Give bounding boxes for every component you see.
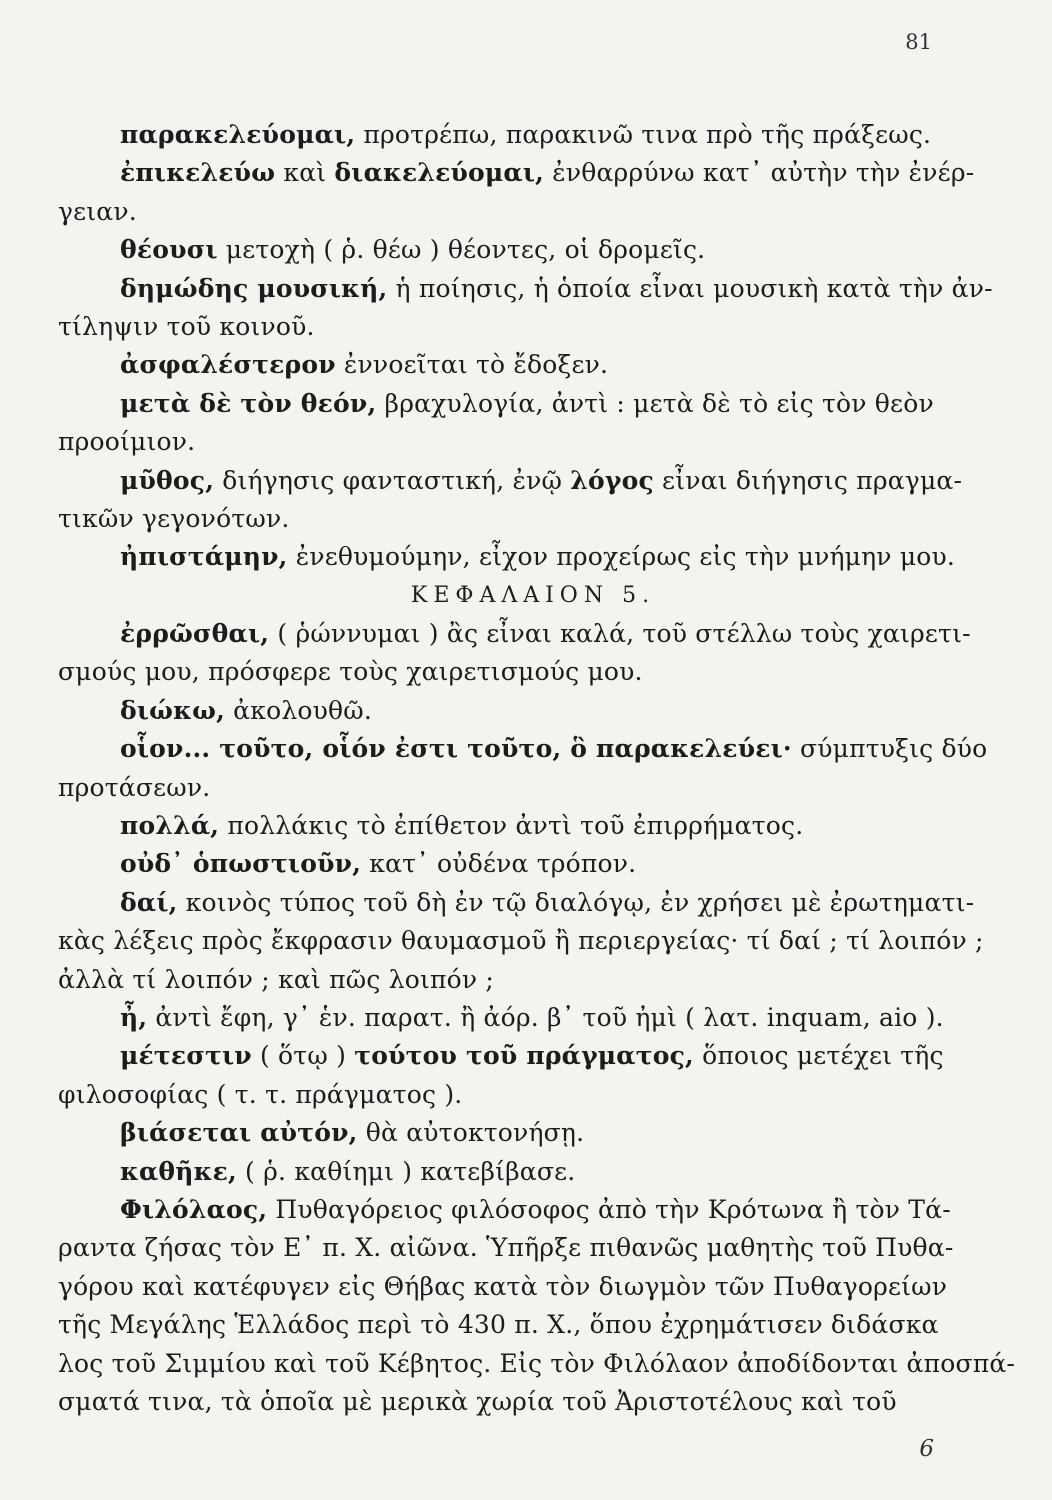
gloss-text: γόρου καὶ κατέφυγεν εἰς Θήβας κατὰ τὸν διωγμὸν τῶν Πυθαγορείων — [58, 1271, 948, 1301]
text-line — [58, 1191, 951, 1229]
text-line — [58, 615, 971, 653]
signature-mark: 6 — [919, 1436, 934, 1462]
text-line — [58, 346, 948, 384]
gloss-text: γειαν. — [58, 196, 137, 226]
text-line — [58, 385, 948, 423]
text-line — [58, 500, 948, 538]
lemma-term: ἐπικελεύω — [120, 158, 276, 188]
gloss-text: ( ῥ. καθίημι ) κατεβίβασε. — [236, 1156, 576, 1186]
text-line — [58, 1268, 948, 1306]
lemma-term: θέουσι — [120, 235, 218, 265]
gloss-text: ( ῥώννυμαι ) ἂς εἶναι καλά, τοῦ στέλλω τοὺς χαιρετι- — [269, 619, 971, 649]
lemma-term: βιάσεται αὐτόν, — [120, 1118, 358, 1148]
lemma-term: δαί, — [120, 887, 178, 917]
lemma-term: διακελεύομαι, — [334, 158, 545, 188]
gloss-text: ( ὅτῳ ) — [251, 1041, 355, 1071]
lemma-term: πολλά, — [120, 811, 220, 841]
gloss-text: καὶ — [275, 158, 335, 188]
lemma-term: δημώδης μουσική, — [120, 273, 388, 303]
gloss-text: σματά τινα, τὰ ὁποῖα μὲ μερικὰ χωρία τοῦ Ἀριστοτέλους καὶ τοῦ — [58, 1386, 897, 1416]
gloss-text: ἀκολουθῶ. — [225, 695, 373, 725]
lemma-term: μετὰ δὲ τὸν θεόν, — [120, 388, 377, 418]
text-line — [58, 999, 948, 1037]
gloss-text: προοίμιον. — [58, 427, 196, 457]
gloss-text: ἡ ποίησις, ἡ ὁποία εἶναι μουσικὴ κατὰ τὴν ἀν- — [387, 273, 993, 303]
lemma-term: καθῆκε, — [120, 1156, 237, 1186]
gloss-text: θὰ αὐτοκτονήσῃ. — [357, 1118, 585, 1148]
gloss-text: ραντα ζήσας τὸν Ε᾽ π. Χ. αἰῶνα. Ὑπῆρξε πιθανῶς μαθητὴς τοῦ Πυθα- — [58, 1233, 954, 1263]
gloss-text: διήγησις φανταστική, ἐνῷ — [214, 465, 571, 495]
text-line — [58, 961, 948, 999]
text-line — [58, 231, 948, 269]
text-line — [58, 154, 975, 192]
lemma-term: οὐδ᾽ ὁπωστιοῦν, — [120, 849, 362, 879]
gloss-text: τῆς Μεγάλης Ἑλλάδος περὶ τὸ 430 π. Χ., ὅπου ἐχρημάτισεν διδάσκα — [58, 1310, 939, 1340]
gloss-text: προτρέπω, παρακινῶ τινα πρὸ τῆς πράξεως. — [355, 120, 932, 149]
chapter-heading — [58, 577, 948, 615]
gloss-text: ΚΕΦΑΛΑΙΟΝ 5. — [410, 582, 656, 608]
gloss-text: ἀλλὰ τί λοιπόν ; καὶ πῶς λοιπόν ; — [58, 964, 495, 994]
gloss-text: τίληψιν τοῦ κοινοῦ. — [58, 311, 315, 341]
gloss-text: σμούς μου, πρόσφερε τοὺς χαιρετισμούς μου. — [58, 657, 643, 687]
text-line — [58, 308, 948, 346]
gloss-text: φιλοσοφίας ( τ. τ. πράγματος ). — [58, 1079, 463, 1109]
lemma-term: οἷον... τοῦτο, οἷόν ἐστι τοῦτο, ὃ παρακελεύει· — [120, 734, 792, 764]
lemma-term: διώκω, — [120, 695, 226, 725]
text-line — [58, 769, 948, 807]
lemma-term: λόγος — [570, 465, 654, 495]
page-number: 81 — [905, 30, 932, 54]
text-line — [58, 922, 984, 960]
gloss-text: ἐνεθυμούμην, εἶχον προχείρως εἰς τὴν μνήμην μου. — [287, 542, 956, 572]
text-line — [58, 653, 948, 691]
gloss-text: μετοχὴ ( ῥ. θέω ) θέοντες, οἱ δρομεῖς. — [217, 235, 706, 265]
text-line — [58, 884, 975, 922]
lemma-term: τούτου τοῦ πράγματος, — [354, 1041, 694, 1071]
lemma-term: ἐρρῶσθαι, — [120, 619, 270, 649]
gloss-text: σύμπτυξις δύο — [791, 734, 988, 764]
text-line — [58, 807, 948, 845]
text-line — [58, 1153, 948, 1191]
lemma-term: ἦ, — [120, 1002, 148, 1032]
gloss-text: τικῶν γεγονότων. — [58, 503, 290, 533]
gloss-text: προτάσεων. — [58, 772, 211, 802]
text-line — [58, 1345, 1016, 1383]
gloss-text: ἀντὶ ἔφη, γ᾽ ἑν. παρατ. ἢ ἀόρ. β᾽ τοῦ ἠμὶ ( λατ. inquam, aio ). — [147, 1002, 944, 1032]
text-line — [58, 692, 948, 730]
text-line — [58, 1114, 948, 1152]
gloss-text: εἶναι διήγησις πραγμα- — [653, 465, 963, 495]
gloss-text: πολλάκις τὸ ἐπίθετον ἀντὶ τοῦ ἐπιρρήματος. — [219, 811, 804, 841]
gloss-text: ὅποιος μετέχει τῆς — [693, 1041, 944, 1071]
text-line — [58, 538, 956, 576]
text-line — [58, 1037, 948, 1075]
text-line — [58, 730, 988, 768]
text-line — [58, 423, 948, 461]
lemma-term: ἠπιστάμην, — [120, 542, 288, 572]
gloss-text: λος τοῦ Σιμμίου καὶ τοῦ Κέβητος. Εἰς τὸν Φιλόλαον ἀποδίδονται ἀποσπά- — [58, 1348, 1016, 1378]
text-line — [58, 270, 993, 308]
gloss-text: κοινὸς τύπος τοῦ δὴ ἐν τῷ διαλόγῳ, ἐν χρήσει μὲ ἐρωτηματι- — [177, 887, 975, 917]
gloss-text: κὰς λέξεις πρὸς ἔκφρασιν θαυμασμοῦ ἢ περιεργείας· τί δαί ; τί λοιπόν ; — [58, 926, 984, 956]
text-line — [58, 845, 948, 883]
text-line — [58, 1076, 948, 1114]
lemma-term: ἀσφαλέστερον — [120, 350, 336, 380]
text-line — [58, 462, 963, 500]
text-line — [58, 1229, 954, 1267]
lemma-term: παρακελεύομαι, — [120, 120, 356, 149]
gloss-text: βραχυλογία, ἀντὶ : μετὰ δὲ τὸ εἰς τὸν θεὸν — [376, 388, 934, 418]
gloss-text: κατ᾽ οὐδένα τρόπον. — [361, 849, 637, 879]
lemma-term: μῦθος, — [120, 465, 215, 495]
lemma-term: μέτεστιν — [120, 1041, 252, 1071]
gloss-text: ἐννοεῖται τὸ ἔδοξεν. — [335, 350, 609, 380]
text-line — [58, 1306, 948, 1344]
gloss-text: Πυθαγόρειος φιλόσοφος ἀπὸ τὴν Κρότωνα ἢ τὸν Τά- — [267, 1194, 951, 1224]
commentary-text — [58, 116, 1016, 1421]
text-line — [58, 193, 948, 231]
gloss-text: ἐνθαρρύνω κατ᾽ αὐτὴν τὴν ἐνέρ- — [544, 158, 975, 188]
lemma-term: Φιλόλαος, — [120, 1194, 268, 1224]
text-line — [58, 1383, 948, 1421]
text-line — [58, 116, 948, 154]
